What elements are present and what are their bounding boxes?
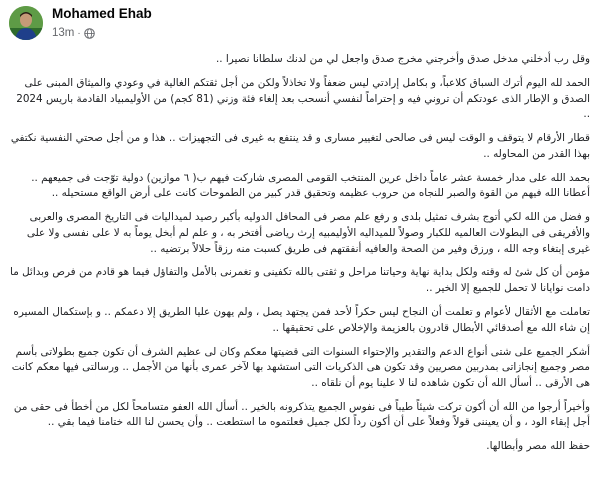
meta-separator: ·: [77, 27, 81, 39]
post-body: [8, 52, 590, 463]
post-paragraph: مؤمن أن كل شئ له وقته ولكل بداية نهاية وحياتنا مراحل و ثقتى بالله تكفينى و تغمرنى بالأمل والتفاؤل فيما هو قادم من فرص وبدائل ما دامت نوايانا لا تحمل للجميع إلا الخير ..: [10, 266, 590, 295]
post-timestamp[interactable]: 13m: [52, 27, 75, 39]
post-paragraph: بحمد الله على مدار خمسة عشر عاماً داخل عرين المنتخب القومى المصرى شاركت فيهم ب( ٦ موازين) دولية توّجت فى جميعهم .. أعطانا الله فيهم من القوة والصبر للنجاه من حروب عظيمه وتحقيق قدر كبير من الطموحات كانت على أرض الواقع مستحيله ..: [31, 171, 590, 200]
avatar[interactable]: [9, 6, 43, 40]
post-paragraph: حفظ الله مصر وأبطالها.: [486, 440, 590, 453]
post-paragraph: وقل رب أدخلني مدخل صدق وأخرجني مخرج صدق واجعل لي من لدنك سلطانا نصيرا ..: [216, 53, 590, 65]
post-header: [0, 0, 607, 48]
post-paragraph: الحمد لله اليوم أترك السباق كلاعباً، و بكامل إرادتي ليس ضعفاً ولا تخاذلاً ولكن من أجل ثقتكم الغالية في وعودي والميثاق المبنى على الصدق و الإطار الذى عودتكم أن تروني فيه و إحتراماً لنفسي أنسحب بعد إلغاء فئة وزني (81 كجم) من الأوليمبياد القادمة باريس 2024 ..: [16, 76, 590, 121]
post-paragraph: و فضل من الله لكي أتوج بشرف تمثيل بلدى و رفع علم مصر فى المحافل الدوليه بأكبر رصيد لميداليات فى التاريخ المصرى والعربى والأفريقى فى البطولات العالميه للكبار وصولاً للميداليه الأوليمبيه إرث رياضى أفتخر به ، و علم لم أبخل يوماً به لا على نفسى ولا على غيرى إبتغاء وجه الله ، ورزق وفير من الصحة والعافيه أنفقتهم فى طريق كسبت منه رزقاً حلالاً برتضيه ..: [26, 211, 590, 255]
post-meta: [52, 26, 95, 40]
post-paragraph: أشكر الجميع على شتى أنواع الدعم والتقدير والإحتواء السنوات التى قضيتها معكم وكان لى عظيم الشرف أن تكون جميع بطولاتى بأسم مصر وجميع إنجازاتى بمدربين مصريين وقد تكون هى الذكريات التى استشهد بها لآخر عمرى بأنها من الأجمل .. ورسالتى فيها معكم كانت هى الأرقى .. أسأل الله أن تكون شاهده لنا لا علينا يوم أن نلقاه ..: [11, 345, 590, 389]
globe-icon[interactable]: [84, 28, 95, 39]
post-paragraph: قطار الأرقام لا يتوقف و الوقت ليس فى صالحى لتغيير مسارى و قد ينتفع به غيرى فى التجهيزات .. هذا و من أجل صحتي النفسية نكتفي بهذا القدر من المحاوله ..: [10, 132, 590, 160]
post-paragraph: تعاملت مع الأثقال لأعوام و تعلمت أن النجاح ليس حكراً لأحد فمن يجتهد يصل ، ولم يهون عليا الطريق إلا دعمكم .. و بإستكمال المسيره إن شاء الله مع أصدقائي الأبطال قادرون بالعزيمة والإخلاص على تحقيقها ..: [13, 306, 590, 334]
post-paragraph: وأخيراً أرجوا من الله أن أكون تركت شيئاً طيباً فى نفوس الجميع يتذكرونه بالخير .. أسأل الله العفو متسامحاً لكل من أخطأ فى حقى من أجل إبقاء الود ، و أن يعيننى قولاً وفعلاً على أن أكون رداً لكل جميل فعلتموه ما استطعت .. وأن يحسن لنا الله ختامنا فيما بقي ..: [13, 400, 590, 429]
author-name[interactable]: Mohamed Ehab: [52, 6, 152, 21]
